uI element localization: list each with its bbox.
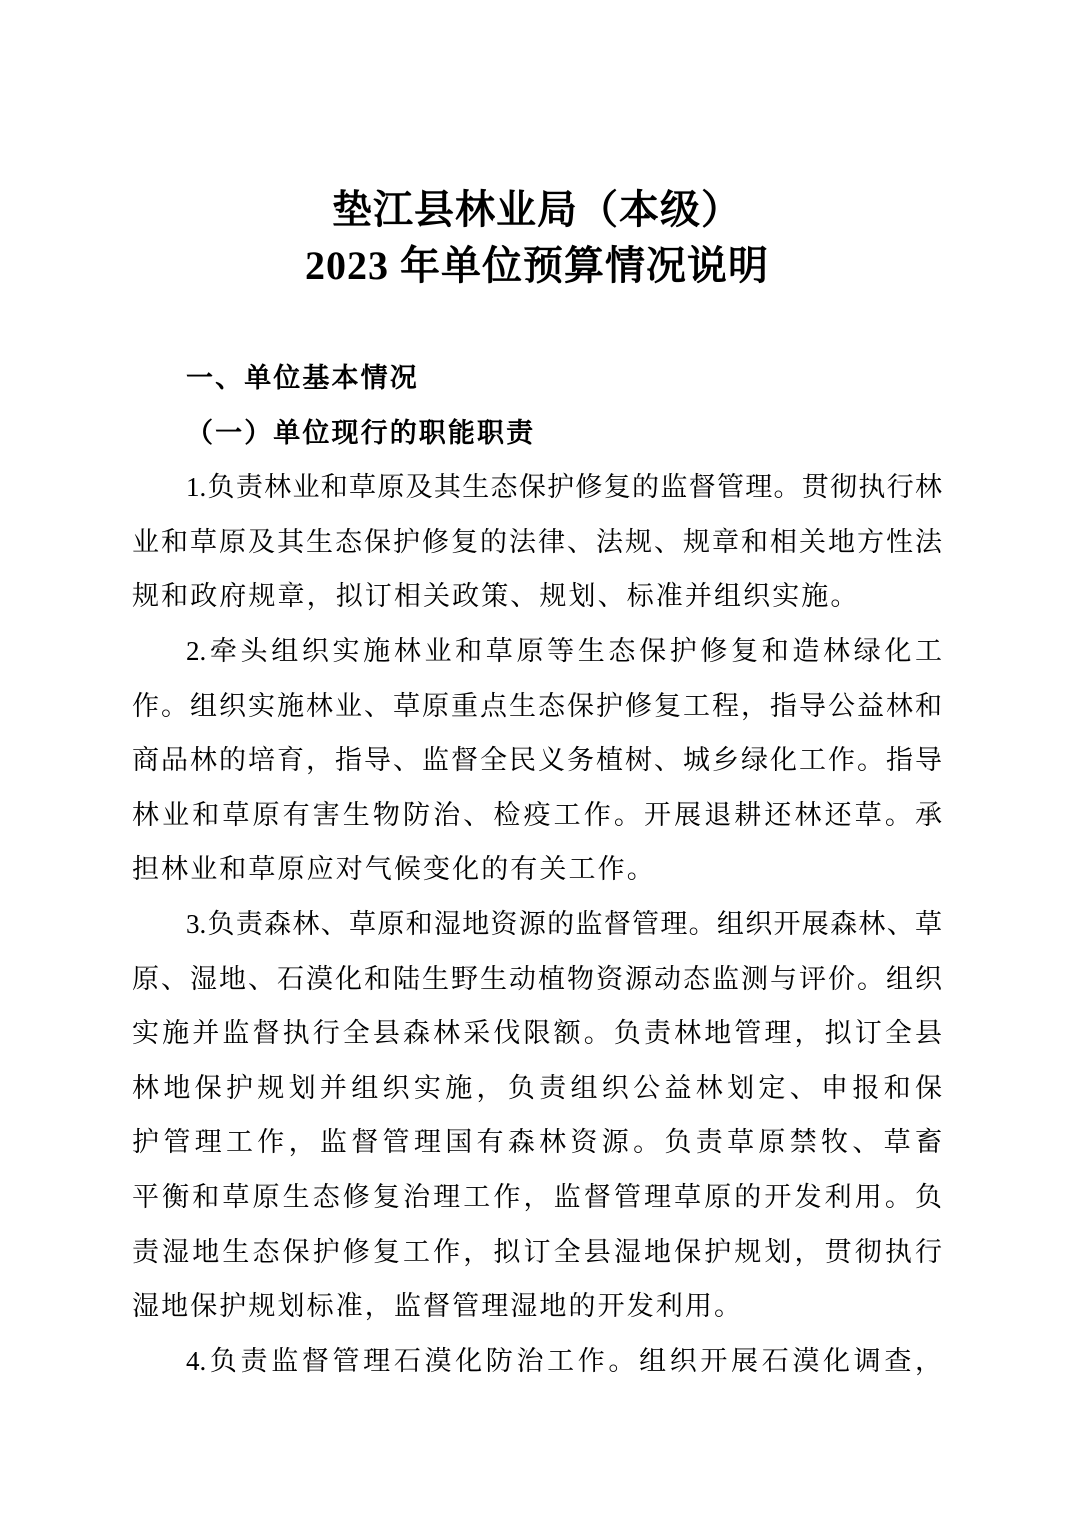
text-line: 担林业和草原应对气候变化的有关工作。: [132, 854, 656, 885]
section-heading: 一、单位基本情况: [186, 363, 419, 393]
document-title: [132, 182, 942, 294]
title-line-2: 2023 年单位预算情况说明: [305, 243, 769, 288]
text-line: 作。组织实施林业、草原重点生态保护修复工程，指导公益林和: [132, 690, 942, 721]
text-line: 林地保护规划并组织实施，负责组织公益林划定、申报和保: [132, 1072, 942, 1103]
text-line: 湿地保护规划标准，监督管理湿地的开发利用。: [132, 1291, 744, 1322]
text-line: 实施并监督执行全县森林采伐限额。负责林地管理，拟订全县: [132, 1018, 942, 1049]
text-line: 商品林的培育，指导、监督全民义务植树、城乡绿化工作。指导: [132, 745, 942, 776]
text-line: 4.负责监督管理石漠化防治工作。组织开展石漠化调查，: [186, 1345, 942, 1376]
text-line: 原、湿地、石漠化和陆生野生动植物资源动态监测与评价。组织: [132, 963, 942, 994]
text-line: 责湿地生态保护修复工作，拟订全县湿地保护规划，贯彻执行: [132, 1236, 942, 1267]
paragraph: [132, 460, 942, 624]
paragraph: [132, 1334, 942, 1389]
text-line: 规和政府规章，拟订相关政策、规划、标准并组织实施。: [132, 581, 860, 612]
document-body: [132, 351, 942, 1388]
text-line: 林业和草原有害生物防治、检疫工作。开展退耕还林还草。承: [132, 799, 942, 830]
text-line: 护管理工作，监督管理国有森林资源。负责草原禁牧、草畜: [132, 1127, 942, 1158]
text-line: 2.牵头组织实施林业和草原等生态保护修复和造林绿化工: [186, 635, 942, 666]
title-line-1: 垫江县林业局（本级）: [332, 187, 742, 232]
paragraph: [132, 624, 942, 897]
text-line: 平衡和草原生态修复治理工作，监督管理草原的开发利用。负: [132, 1181, 942, 1212]
paragraph: [132, 897, 942, 1334]
text-line: 业和草原及其生态保护修复的法律、法规、规章和相关地方性法: [132, 526, 942, 557]
subsection-heading: （一）单位现行的职能职责: [186, 417, 536, 448]
text-line: 3.负责森林、草原和湿地资源的监督管理。组织开展森林、草: [186, 908, 942, 939]
text-line: 1.负责林业和草原及其生态保护修复的监督管理。贯彻执行林: [186, 472, 942, 503]
